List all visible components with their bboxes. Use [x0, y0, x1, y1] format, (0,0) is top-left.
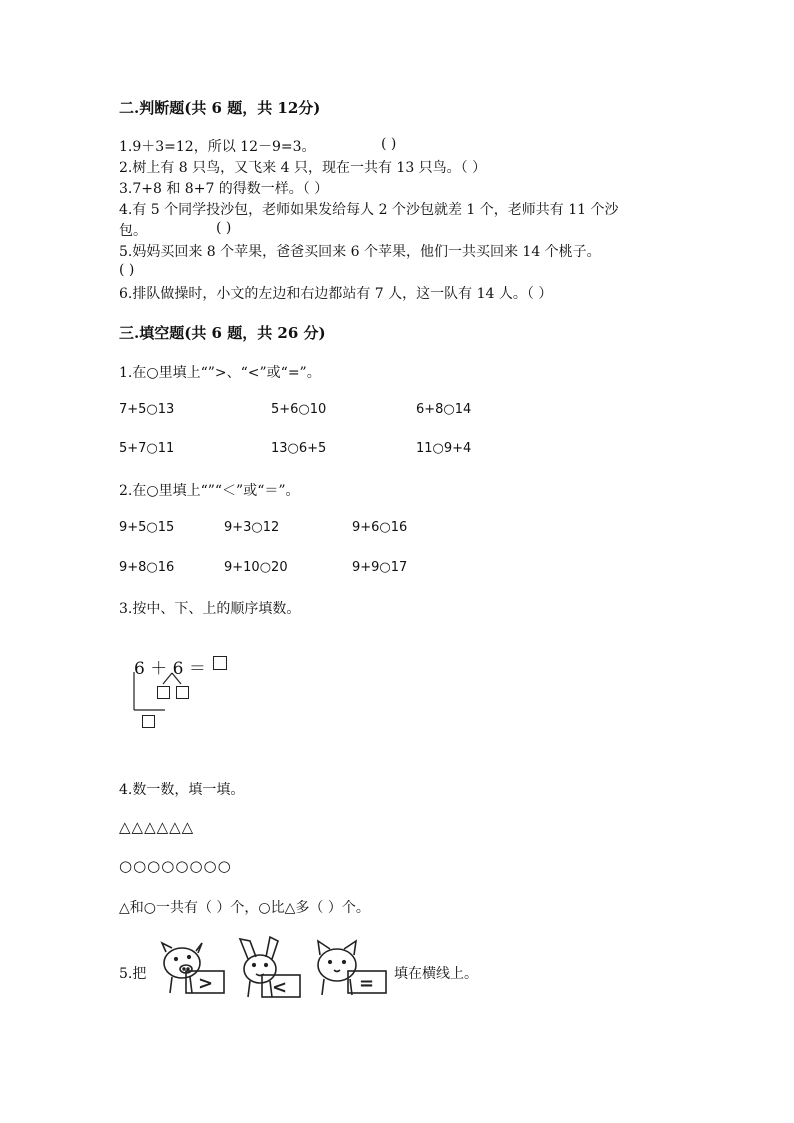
- animal-signs-illustration: [152, 935, 394, 1001]
- count-question-text: △和○一共有（ ）个，○比△多（ ）个。: [119, 900, 370, 916]
- judge-question-6: 6.排队做操时，小文的左边和右边都站有 7 人，这一队有 14 人。（ ）: [119, 286, 553, 302]
- judge-question-4-line1: 4.有 5 个同学投沙包，老师如果发给每人 2 个沙包就差 1 个，老师共有 11 个沙: [119, 202, 619, 218]
- section-title-judgement: 二.判断题(共 6 题，共 12分): [119, 99, 321, 117]
- fill-question-1-title: 1.在○里填上“”>、“<”或“=”。: [119, 365, 321, 381]
- judge-question-5-paren[interactable]: ( ): [119, 262, 135, 278]
- compare-item[interactable]: 11○9+4: [416, 441, 472, 456]
- compare-item[interactable]: 13○6+5: [271, 441, 327, 456]
- pig-icon: [162, 943, 224, 993]
- judge-answer-paren-4[interactable]: ( ): [216, 220, 232, 236]
- compare-item[interactable]: 9+5○15: [119, 520, 175, 535]
- judge-question-5-line1: 5.妈妈买回来 8 个苹果，爸爸买回来 6 个苹果，他们一共买回来 14 个桃子。: [119, 244, 601, 260]
- fill-question-5-suffix: 填在横线上。: [394, 966, 478, 982]
- answer-box-split-left[interactable]: [157, 686, 170, 699]
- compare-item[interactable]: 5+6○10: [271, 402, 327, 417]
- judge-question-4-line2: 包。: [119, 223, 147, 239]
- judge-question-2: 2.树上有 8 只鸟，又飞来 4 只，现在一共有 13 只鸟。（ ）: [119, 160, 487, 176]
- addition-expression: 6 ＋ 6 ＝: [134, 659, 206, 679]
- compare-item[interactable]: 7+5○13: [119, 402, 175, 417]
- judge-question-3: 3.7+8 和 8+7 的得数一样。（ ）: [119, 181, 329, 197]
- fill-question-2-title: 2.在○里填上“”“＜”或“＝”。: [119, 483, 300, 499]
- compare-item[interactable]: 9+6○16: [352, 520, 408, 535]
- judge-question-1: 1.9＋3=12，所以 12－9=3。: [119, 139, 316, 155]
- compare-item[interactable]: 9+8○16: [119, 560, 175, 575]
- fill-question-3-title: 3.按中、下、上的顺序填数。: [119, 601, 301, 617]
- fill-question-4-title: 4.数一数，填一填。: [119, 782, 245, 798]
- compare-item[interactable]: 9+3○12: [224, 520, 280, 535]
- fill-question-5-prefix: 5.把: [119, 966, 147, 982]
- compare-item[interactable]: 9+9○17: [352, 560, 408, 575]
- answer-box-split-right[interactable]: [176, 686, 189, 699]
- circle-shapes: ○○○○○○○○: [119, 857, 232, 875]
- section-title-fill-blank: 三.填空题(共 6 题，共 26 分): [119, 324, 326, 342]
- cat-icon: [318, 941, 386, 995]
- greater-than-sign: >: [198, 973, 214, 994]
- compare-item[interactable]: 5+7○11: [119, 441, 175, 456]
- judge-answer-paren-1[interactable]: ( ): [381, 136, 397, 152]
- compare-item[interactable]: 9+10○20: [224, 560, 288, 575]
- equals-sign: =: [359, 973, 375, 994]
- rabbit-icon: [240, 937, 300, 997]
- less-than-sign: <: [272, 977, 288, 998]
- answer-box-bottom[interactable]: [142, 715, 155, 728]
- answer-box-sum[interactable]: [213, 656, 227, 670]
- compare-item[interactable]: 6+8○14: [416, 402, 472, 417]
- triangle-shapes: △△△△△△: [119, 818, 195, 836]
